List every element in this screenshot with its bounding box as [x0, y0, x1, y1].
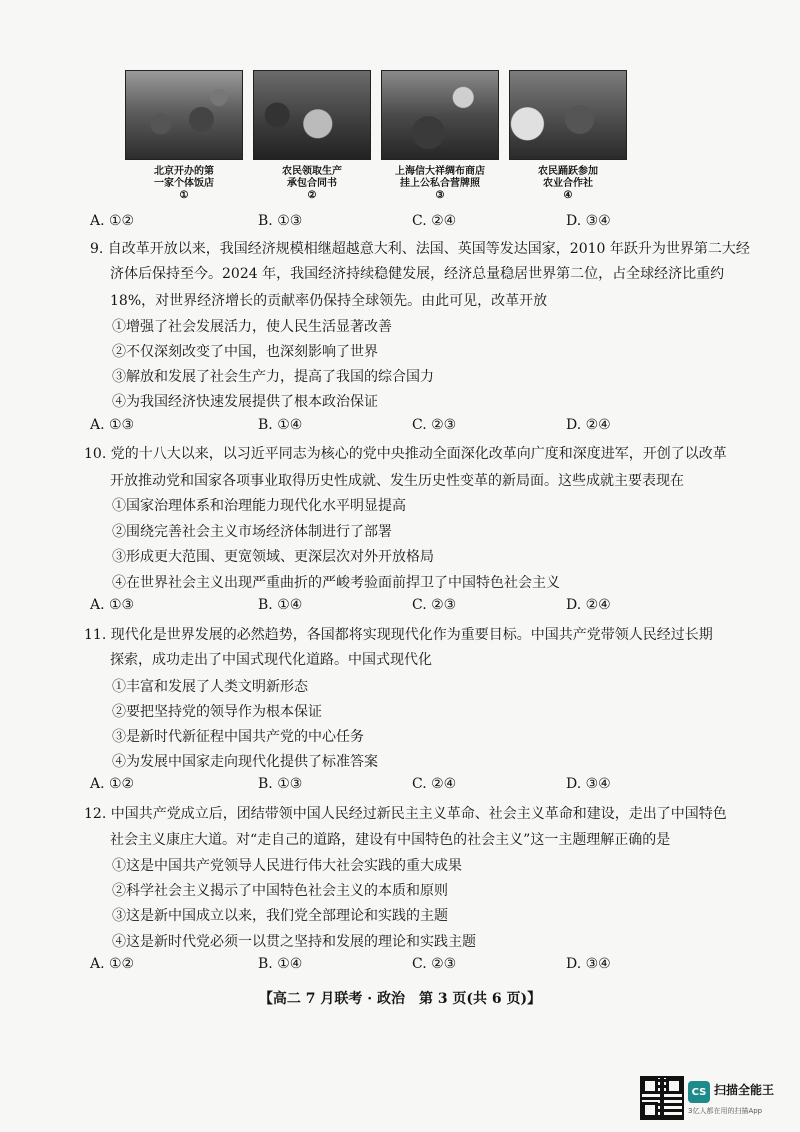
q11-item: ②要把坚持党的领导作为根本保证 — [112, 704, 322, 720]
q10-option-d: D. ②④ — [566, 597, 611, 613]
q11-item: ③是新时代新征程中国共产党的中心任务 — [112, 729, 364, 745]
caption-number: ④ — [563, 190, 573, 201]
q8-option-c: C. ②④ — [412, 213, 457, 229]
caption-number: ② — [307, 190, 317, 201]
caption-line: 农民踊跃参加 — [538, 166, 598, 177]
q9-stem-line: 18%，对世界经济增长的贡献率仍保持全球领先。由此可见，改革开放 — [110, 293, 548, 309]
caption-line: 农民领取生产 — [282, 166, 342, 177]
q12-item: ①这是中国共产党领导人民进行伟大社会实践的重大成果 — [112, 858, 462, 874]
photo-3 — [381, 70, 499, 160]
camscanner-logo: CS — [688, 1081, 710, 1103]
q10-item: ④在世界社会主义出现严重曲折的严峻考验面前捍卫了中国特色社会主义 — [112, 575, 560, 591]
q9-option-a: A. ①③ — [90, 417, 135, 433]
photo-caption — [395, 166, 485, 202]
q9-item: ③解放和发展了社会生产力，提高了我国的综合国力 — [112, 369, 434, 385]
q9-option-c: C. ②③ — [412, 417, 457, 433]
caption-number: ③ — [435, 190, 445, 201]
q11-item: ①丰富和发展了人类文明新形态 — [112, 679, 308, 695]
q8-option-a: A. ①② — [90, 213, 135, 229]
q10-option-c: C. ②③ — [412, 597, 457, 613]
q9-item: ②不仅深刻改变了中国，也深刻影响了世界 — [112, 344, 378, 360]
photo-item-1 — [126, 70, 242, 202]
photo-caption — [282, 166, 342, 202]
photo-2 — [253, 70, 371, 160]
caption-line: 上海信大祥绸布商店 — [395, 166, 485, 177]
q12-option-b: B. ①④ — [258, 956, 303, 972]
q9-stem-line: 济体后保持至今。2024 年，我国经济持续稳健发展，经济总量稳居世界第二位，占全球经济比重约 — [110, 266, 725, 282]
q9-option-d: D. ②④ — [566, 417, 611, 433]
photo-caption — [154, 166, 214, 202]
caption-line: 北京开办的第 — [154, 166, 214, 177]
q11-stem-line: 探索，成功走出了中国式现代化道路。中国式现代化 — [110, 652, 432, 668]
q10-stem-line: 10. 党的十八大以来，以习近平同志为核心的党中央推动全面深化改革向广度和深度进军，开创了以改革 — [84, 446, 727, 462]
q12-option-a: A. ①② — [90, 956, 135, 972]
q12-item: ③这是新中国成立以来，我们党全部理论和实践的主题 — [112, 908, 448, 924]
q11-option-c: C. ②④ — [412, 776, 457, 792]
q12-item: ④这是新时代党必须一以贯之坚持和发展的理论和实践主题 — [112, 934, 476, 950]
q12-stem-line: 社会主义康庄大道。对“走自己的道路，建设有中国特色的社会主义”这一主题理解正确的是 — [110, 832, 671, 848]
caption-line: 一家个体饭店 — [154, 178, 214, 189]
scanner-title: 扫描全能王 — [714, 1083, 775, 1097]
photo-item-3 — [382, 70, 498, 202]
q8-option-b: B. ①③ — [258, 213, 303, 229]
q10-item: ①国家治理体系和治理能力现代化水平明显提高 — [112, 498, 406, 514]
q10-item: ③形成更大范围、更宽领域、更深层次对外开放格局 — [112, 549, 434, 565]
q9-item: ①增强了社会发展活力，使人民生活显著改善 — [112, 319, 392, 335]
q10-stem-line: 开放推动党和国家各项事业取得历史性成就、发生历史性变革的新局面。这些成就主要表现在 — [110, 473, 684, 489]
qr-code-icon — [640, 1076, 684, 1120]
q12-stem-line: 12. 中国共产党成立后，团结带领中国人民经过新民主主义革命、社会主义革命和建设，走出了中国特色 — [84, 806, 727, 822]
caption-number: ① — [179, 190, 189, 201]
q11-option-d: D. ③④ — [566, 776, 611, 792]
q9-item: ④为我国经济快速发展提供了根本政治保证 — [112, 394, 378, 410]
q8-option-d: D. ③④ — [566, 213, 611, 229]
q10-option-b: B. ①④ — [258, 597, 303, 613]
q11-option-b: B. ①③ — [258, 776, 303, 792]
q9-stem-line: 9. 自改革开放以来，我国经济规模相继超越意大利、法国、英国等发达国家，2010 年跃升为世界第二大经 — [90, 241, 750, 257]
photo-item-2 — [254, 70, 370, 202]
q12-option-d: D. ③④ — [566, 956, 611, 972]
q10-item: ②围绕完善社会主义市场经济体制进行了部署 — [112, 524, 392, 540]
scanner-subtitle: 3亿人都在用的扫描App — [688, 1107, 763, 1115]
photo-caption — [538, 166, 598, 202]
q11-option-a: A. ①② — [90, 776, 135, 792]
q12-item: ②科学社会主义揭示了中国特色社会主义的本质和原则 — [112, 883, 448, 899]
page-footer: 【高二 7 月联考 · 政治 第 3 页(共 6 页)】 — [258, 991, 542, 1007]
photo-1 — [125, 70, 243, 160]
q11-item: ④为发展中国家走向现代化提供了标准答案 — [112, 754, 378, 770]
caption-line: 农业合作社 — [543, 178, 593, 189]
q10-option-a: A. ①③ — [90, 597, 135, 613]
photo-item-4 — [510, 70, 626, 202]
caption-line: 挂上公私合营牌照 — [400, 178, 480, 189]
photo-row — [126, 70, 646, 202]
caption-line: 承包合同书 — [287, 178, 337, 189]
q9-option-b: B. ①④ — [258, 417, 303, 433]
q12-option-c: C. ②③ — [412, 956, 457, 972]
q11-stem-line: 11. 现代化是世界发展的必然趋势，各国都将实现现代化作为重要目标。中国共产党带领人民经过长期 — [84, 627, 713, 643]
photo-4 — [509, 70, 627, 160]
